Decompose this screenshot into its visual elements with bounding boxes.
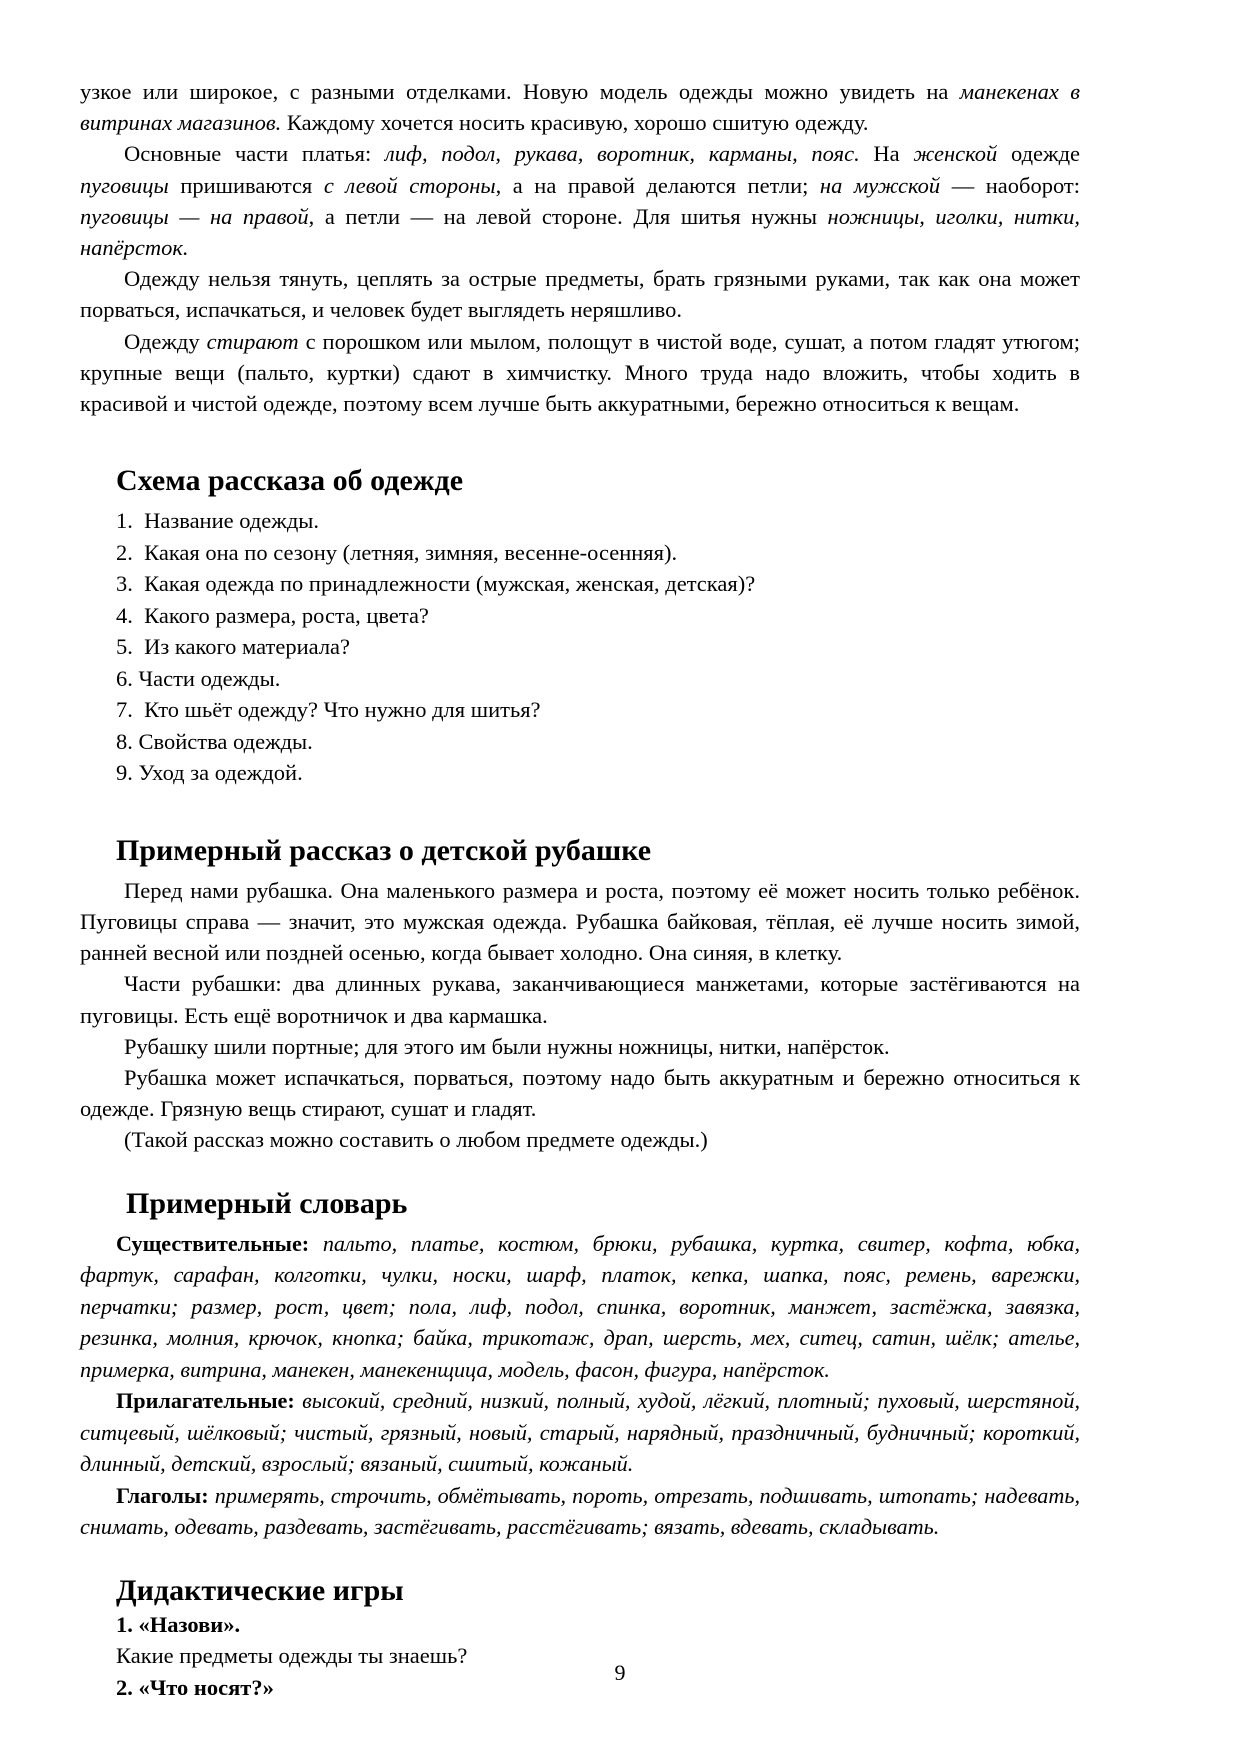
emphasis-text: с левой стороны (323, 172, 496, 198)
list-item-text: Свойства одежды. (132, 728, 313, 754)
spacer (80, 789, 1080, 833)
intro-paragraphs (80, 76, 1080, 419)
list-item-number: 1. (116, 508, 133, 534)
vocabulary-group (80, 1228, 1080, 1386)
list-item-text: Какая одежда по принадлежности (мужская, женская, детская)? (132, 571, 756, 597)
text-run: — наоборот: (951, 172, 1081, 198)
emphasis-text: стирают (206, 328, 306, 354)
emphasis-text: пуговицы (80, 172, 181, 198)
text-run: одежде (1010, 141, 1081, 167)
vocabulary-group-label: Глаголы: (116, 1482, 209, 1508)
vocabulary-group (80, 1385, 1080, 1480)
text-run: с порошком или мылом, полощут в чистой воде, сушат, а потом гладят утюгом; крупные вещи (пальто, куртки) сдают в химчистку. Много труда надо вложить, чтобы ходить в красивой и чистой одежде, поэтому всем лучше быть аккуратными, бережно относиться к вещам. (80, 328, 1080, 417)
list-item-number: 6. (116, 665, 133, 691)
text-run: Основные части платья: (124, 141, 385, 167)
list-item-number: 4. (116, 602, 133, 628)
list-item-text: Какого размера, роста, цвета? (132, 602, 429, 628)
list-item-text: Название одежды. (132, 508, 320, 534)
list-item-text: Уход за одеждой. (132, 760, 303, 786)
emphasis-text: пуговицы — на правой (80, 203, 309, 229)
text-run: Рубашка может испачкаться, порваться, поэтому надо быть аккуратным и бережно относиться к одежде. Грязную вещь стирают, сушат и гладят. (80, 1064, 1080, 1122)
list-item-number: 9. (116, 760, 133, 786)
schema-list-item (80, 663, 1080, 695)
schema-list-item (80, 726, 1080, 758)
schema-list-item (80, 505, 1080, 537)
vocabulary-groups (80, 1228, 1080, 1543)
spacer (80, 1543, 1080, 1573)
text-run: На (859, 141, 914, 167)
schema-list-item (80, 568, 1080, 600)
text-run: Одежду нельзя тянуть, цеплять за острые предметы, брать грязными руками, так как она может порваться, испачкаться, и человек будет выглядеть неряшливо. (80, 266, 1080, 323)
list-item-text: Какая она по сезону (летняя, зимняя, весенне-осенняя). (132, 539, 678, 565)
label-spacer (309, 1231, 323, 1256)
list-item-text: Из какого материала? (132, 634, 351, 660)
emphasis-text: на мужской (819, 172, 952, 198)
paragraph (80, 1124, 1080, 1155)
games-list (80, 1609, 1080, 1704)
text-run: , а на правой делаются петли; (495, 172, 820, 198)
emphasis-text: лиф, подол, рукава, воротник, карманы, пояс. (384, 141, 860, 167)
text-run: пришиваются (180, 172, 324, 198)
heading-schema: Схема рассказа об одежде (116, 464, 464, 498)
vocabulary-group (80, 1480, 1080, 1543)
vocabulary-group-words: высокий, средний, низкий, полный, худой, лёгкий, плотный; пуховый, шерстяной, ситцевый, шёлковый; чистый, грязный, новый, старый, нарядный, праздничный, будничный; короткий, длинный, детский, взрослый; вязаный, сшитый, кожаный. (80, 1388, 1080, 1477)
game-title: 2. «Что носят?» (116, 1674, 274, 1700)
list-item-number: 2. (116, 539, 133, 565)
emphasis-text: ножницы, иголки, нитки, напёрсток. (80, 203, 1080, 261)
schema-list-item (80, 757, 1080, 789)
text-run: Перед нами рубашка. Она маленького размера и роста, поэтому её может носить только ребёнок. Пуговицы справа — значит, это мужская одежда. Рубашка байковая, тёплая, её лучше носить зимой, ранней весной или поздней осенью, когда бывает холодно. Она синяя, в клетку. (80, 877, 1080, 966)
emphasis-text: манекенах в витринах магазинов. (80, 79, 1081, 136)
paragraph (80, 76, 1080, 138)
page-content (80, 76, 1080, 1703)
list-item-text: Кто шьёт одежду? Что нужно для шитья? (132, 697, 541, 723)
paragraph (80, 968, 1080, 1030)
game-question: Какие предметы одежды ты знаешь? (116, 1643, 468, 1669)
text-run: (Такой рассказ можно составить о любом предмете одежды.) (124, 1127, 708, 1153)
text-run: , а петли — на левой стороне. Для шитья нужны (308, 203, 828, 229)
vocabulary-group-words: примерять, строчить, обмётывать, пороть, отрезать, подшивать, штопать; надевать, снимать, одевать, раздевать, застёгивать, расстёгивать; вязать, вдевать, складывать. (80, 1482, 1080, 1540)
vocabulary-group-label: Существительные: (116, 1230, 310, 1256)
list-item-number: 5. (116, 634, 133, 660)
text-run: Одежду (124, 328, 207, 354)
paragraph (80, 138, 1080, 263)
schema-list-item (80, 600, 1080, 632)
paragraph (80, 1031, 1080, 1062)
schema-list-item (80, 537, 1080, 569)
heading-games: Дидактические игры (116, 1573, 404, 1607)
heading-vocabulary: Примерный словарь (126, 1186, 408, 1220)
text-run: Каждому хочется носить красивую, хорошо сшитую одежду. (281, 110, 869, 136)
schema-list-item (80, 694, 1080, 726)
heading-story: Примерный рассказ о детской рубашке (116, 833, 652, 867)
paragraph (80, 326, 1080, 420)
list-item-number: 7. (116, 697, 133, 723)
list-item-text: Части одежды. (132, 665, 281, 691)
paragraph (80, 875, 1080, 969)
paragraph (80, 263, 1080, 325)
emphasis-text: женской (913, 141, 1011, 167)
text-run: Рубашку шили портные; для этого им были нужны ножницы, нитки, напёрсток. (124, 1033, 890, 1059)
vocabulary-group-words: пальто, платье, костюм, брюки, рубашка, куртка, свитер, кофта, юбка, фартук, сарафан, колготки, чулки, носки, шарф, платок, кепка, шапка, пояс, ремень, варежки, перчатки; размер, рост, цвет; пола, лиф, подол, спинка, воротник, манжет, застёжка, завязка, резинка, молния, крючок, кнопка; байка, трикотаж, драп, шерсть, мех, ситец, сатин, шёлк; ателье, примерка, витрина, манекен, манекенщица, модель, фасон, фигура, напёрсток. (80, 1230, 1080, 1382)
spacer (80, 1156, 1080, 1186)
text-run: Части рубашки: два длинных рукава, заканчивающиеся манжетами, которые застёгиваются на пуговицы. Есть ещё воротничок и два кармашка. (80, 971, 1080, 1028)
page-number: 9 (614, 1660, 626, 1685)
spacer (80, 419, 1080, 463)
text-run: узкое или широкое, с разными отделками. Новую модель одежды можно увидеть на (80, 79, 960, 104)
paragraph (80, 1062, 1080, 1124)
list-item-number: 3. (116, 571, 133, 597)
vocabulary-group-label: Прилагательные: (116, 1388, 295, 1414)
game-title: 1. «Назови». (116, 1611, 241, 1637)
schema-list (80, 505, 1080, 789)
list-item-number: 8. (116, 728, 133, 754)
story-paragraphs (80, 875, 1080, 1156)
schema-list-item (80, 631, 1080, 663)
